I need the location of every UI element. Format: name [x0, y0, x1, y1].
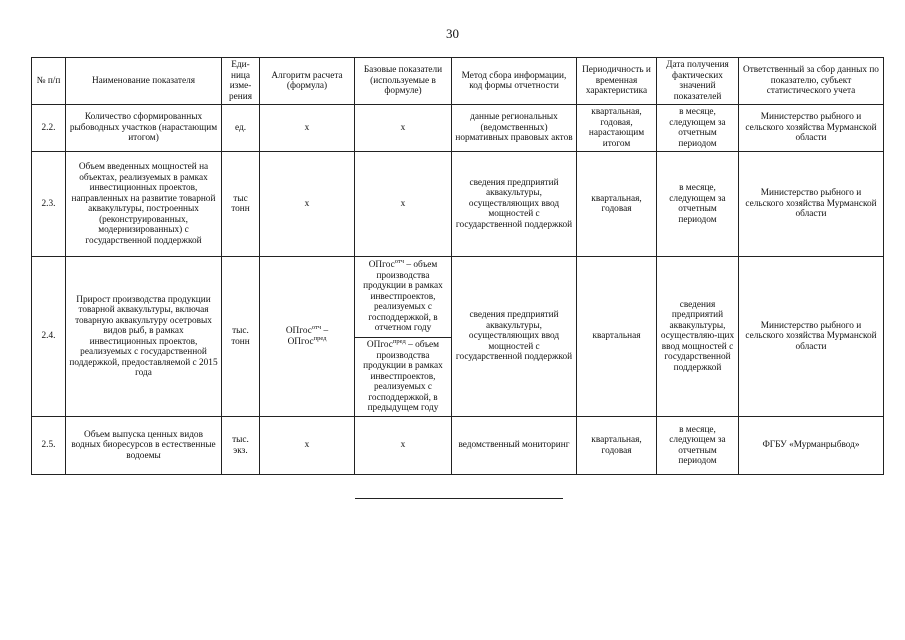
indicators-table — [31, 57, 884, 475]
row-unit: ед. — [222, 105, 260, 152]
row-name: Количество сформированных рыбоводных участков (нарастающим итогом) — [66, 105, 222, 152]
header-row — [32, 58, 884, 105]
row-responsible: Министерство рыбного и сельского хозяйства Мурманской области — [739, 257, 884, 417]
header-algorithm: Алгоритм расчета (формула) — [260, 58, 355, 105]
row-name: Объем введенных мощностей на объектах, реализуемых в рамках инвестиционных проектов, направленных на развитие товарной аквакультуры, построенных (реконструированных, модернизированных) с государственной поддержкой — [66, 152, 222, 257]
table-row — [32, 257, 884, 338]
header-name: Наименование показателя — [66, 58, 222, 105]
row-method: сведения предприятий аквакультуры, осуществляющих ввод мощностей с государственной поддержкой — [452, 257, 577, 417]
row-algorithm-formula: ОПгос$^{отч}$ – ОПгос$^{пред}$ — [260, 257, 355, 417]
row-unit: тыс. экз. — [222, 417, 260, 475]
row-num: 2.5. — [32, 417, 66, 475]
row-algorithm: х — [260, 152, 355, 257]
row-responsible: Министерство рыбного и сельского хозяйства Мурманской области — [739, 152, 884, 257]
row-date: в месяце, следующем за отчетным периодом — [657, 105, 739, 152]
row-method: сведения предприятий аквакультуры, осуществляющих ввод мощностей с государственной поддержкой — [452, 152, 577, 257]
row-base: х — [355, 152, 452, 257]
header-base: Базовые показатели (используемые в формуле) — [355, 58, 452, 105]
row-date: в месяце, следующем за отчетным периодом — [657, 152, 739, 257]
row-date: в месяце, следующем за отчетным периодом — [657, 417, 739, 475]
row-period: квартальная, годовая — [577, 417, 657, 475]
header-responsible: Ответственный за сбор данных по показателю, субъект статистического учета — [739, 58, 884, 105]
row-base: х — [355, 417, 452, 475]
page-number: 30 — [446, 26, 459, 41]
row-algorithm: х — [260, 417, 355, 475]
closing-rule — [355, 498, 563, 499]
row-responsible: ФГБУ «Мурманрыбвод» — [739, 417, 884, 475]
row-name: Прирост производства продукции товарной аквакультуры, включая товарную аквакультуру осетровых видов рыб, в рамках инвестиционных проектов, реализуемых с государственной поддержкой, предоставляемой с 2015 года — [66, 257, 222, 417]
row-responsible: Министерство рыбного и сельского хозяйства Мурманской области — [739, 105, 884, 152]
row-method: ведомственный мониторинг — [452, 417, 577, 475]
row-period: квартальная — [577, 257, 657, 417]
row-date: сведения предприятий аквакультуры, осуществляю-щих ввод мощностей с государственной поддержкой — [657, 257, 739, 417]
row-num: 2.2. — [32, 105, 66, 152]
row-unit: тыс тонн — [222, 152, 260, 257]
table-row — [32, 417, 884, 475]
row-period: квартальная, годовая, нарастающим итогом — [577, 105, 657, 152]
row-base: х — [355, 105, 452, 152]
row-base-previous-year: ОПгос$^{пред}$ – объем производства продукции в рамках инвестпроектов, реализуемых с господдержкой, в предыдущем году — [355, 338, 452, 417]
header-date: Дата получения фактических значений показателей — [657, 58, 739, 105]
table-row — [32, 105, 884, 152]
header-method: Метод сбора информации, код формы отчетности — [452, 58, 577, 105]
row-base-current-year: ОПгос$^{отч}$ – объем производства продукции в рамках инвестпроектов, реализуемых с господдержкой, в отчетном году — [355, 257, 452, 338]
table-row — [32, 152, 884, 257]
row-period: квартальная, годовая — [577, 152, 657, 257]
row-num: 2.3. — [32, 152, 66, 257]
row-method: данные региональных (ведомственных) нормативных правовых актов — [452, 105, 577, 152]
header-period: Периодичность и временная характеристика — [577, 58, 657, 105]
row-num: 2.4. — [32, 257, 66, 417]
header-num: № п/п — [32, 58, 66, 105]
row-unit: тыс. тонн — [222, 257, 260, 417]
row-name: Объем выпуска ценных видов водных биоресурсов в естественные водоемы — [66, 417, 222, 475]
row-algorithm: х — [260, 105, 355, 152]
header-unit: Еди-ница изме-рения — [222, 58, 260, 105]
